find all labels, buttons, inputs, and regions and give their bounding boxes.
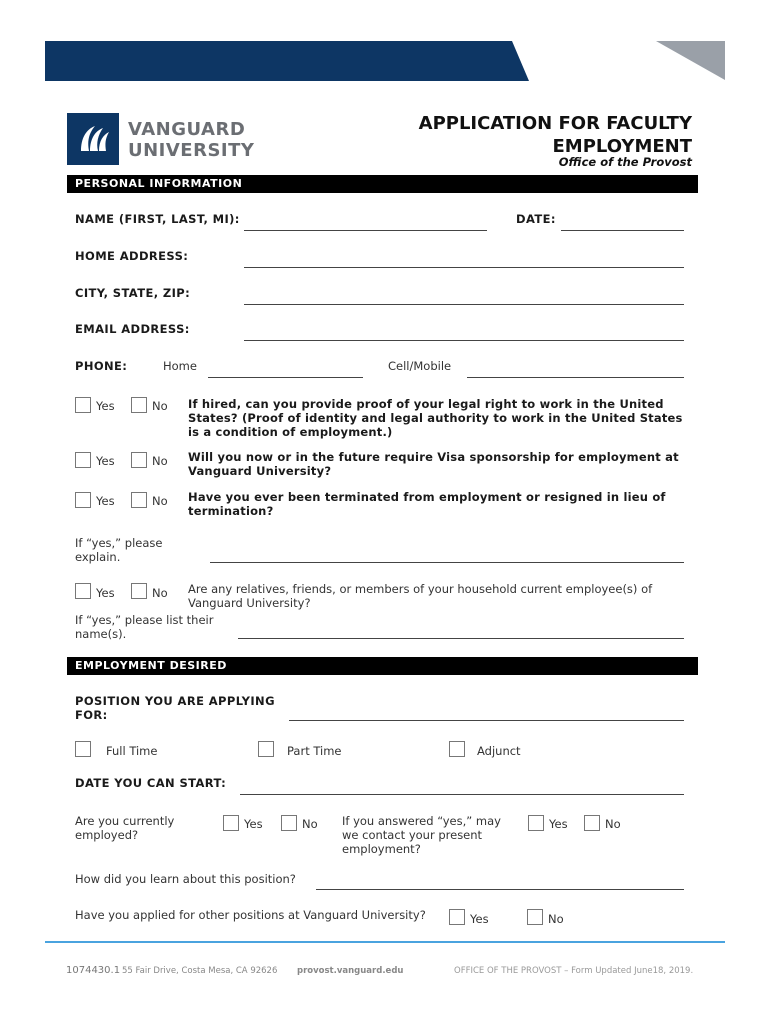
start-date-field[interactable] — [240, 794, 684, 795]
city-state-zip-field[interactable] — [244, 304, 684, 305]
vanguard-logo — [67, 113, 255, 166]
adjunct-label: Adjunct — [477, 744, 521, 758]
terminated-yes-label: Yes — [96, 494, 115, 508]
phone-label: PHONE: — [75, 359, 128, 373]
logo-wordmark-line1: VANGUARD — [128, 119, 246, 140]
contact-no-label: No — [605, 817, 621, 831]
email-address-field[interactable] — [244, 340, 684, 341]
learn-position-field[interactable] — [316, 889, 684, 890]
home-address-label: HOME ADDRESS: — [75, 249, 189, 263]
visa-no-checkbox[interactable] — [131, 452, 147, 468]
full-time-checkbox[interactable] — [75, 741, 91, 757]
footer-address: 55 Fair Drive, Costa Mesa, CA 92626 — [122, 966, 278, 976]
applied-no-label: No — [548, 912, 564, 926]
phone-home-field[interactable] — [208, 377, 363, 378]
applied-yes-label: Yes — [470, 912, 489, 926]
phone-home-label: Home — [163, 359, 197, 373]
footer-doc-id: 1074430.1 — [66, 965, 121, 976]
date-label: DATE: — [516, 212, 556, 226]
applied-yes-checkbox[interactable] — [449, 909, 465, 925]
vanguard-shield-icon — [67, 113, 119, 165]
relatives-yes-checkbox[interactable] — [75, 583, 91, 599]
relatives-yes-label: Yes — [96, 586, 115, 600]
phone-cell-label: Cell/Mobile — [388, 359, 452, 373]
contact-employer-label: If you answered “yes,” may we contact your present employment? — [342, 814, 501, 856]
employed-no-checkbox[interactable] — [281, 815, 297, 831]
banner-gray-shape — [656, 41, 725, 80]
section-personal-information: PERSONAL INFORMATION — [67, 175, 698, 193]
proof-yes-checkbox[interactable] — [75, 397, 91, 413]
adjunct-checkbox[interactable] — [449, 741, 465, 757]
terminated-yes-checkbox[interactable] — [75, 492, 91, 508]
contact-yes-checkbox[interactable] — [528, 815, 544, 831]
phone-cell-field[interactable] — [467, 377, 684, 378]
footer-website[interactable]: provost.vanguard.edu — [297, 966, 404, 976]
relatives-no-label: No — [152, 586, 168, 600]
proof-no-checkbox[interactable] — [131, 397, 147, 413]
page-title — [419, 112, 692, 158]
relatives-names-field[interactable] — [238, 638, 684, 639]
relatives-names-label: If “yes,” please list their name(s). — [75, 613, 214, 641]
page-subtitle: Office of the Provost — [558, 155, 692, 169]
email-address-label: EMAIL ADDRESS: — [75, 322, 190, 336]
visa-question: Will you now or in the future require Visa sponsorship for employment at Vanguard University? — [188, 450, 679, 478]
proof-yes-label: Yes — [96, 399, 115, 413]
visa-yes-checkbox[interactable] — [75, 452, 91, 468]
position-label: POSITION YOU ARE APPLYING FOR: — [75, 694, 275, 722]
banner-blue-shape — [45, 41, 529, 81]
name-label: NAME (FIRST, LAST, MI): — [75, 212, 240, 226]
start-date-label: DATE YOU CAN START: — [75, 776, 227, 790]
page-title-line2: EMPLOYMENT — [552, 136, 692, 157]
employed-no-label: No — [302, 817, 318, 831]
page-title-line1: APPLICATION FOR FACULTY — [418, 113, 692, 134]
visa-yes-label: Yes — [96, 454, 115, 468]
contact-no-checkbox[interactable] — [584, 815, 600, 831]
footer-rule — [45, 941, 725, 943]
explain-label: If “yes,” please explain. — [75, 536, 163, 564]
relatives-no-checkbox[interactable] — [131, 583, 147, 599]
logo-wordmark-line2: UNIVERSITY — [128, 140, 255, 161]
terminated-no-label: No — [152, 494, 168, 508]
position-field[interactable] — [289, 720, 684, 721]
part-time-checkbox[interactable] — [258, 741, 274, 757]
applied-no-checkbox[interactable] — [527, 909, 543, 925]
contact-yes-label: Yes — [549, 817, 568, 831]
city-state-zip-label: CITY, STATE, ZIP: — [75, 286, 191, 300]
footer-updated: OFFICE OF THE PROVOST – Form Updated June18, 2019. — [454, 966, 694, 976]
header-banner — [0, 0, 770, 90]
terminated-no-checkbox[interactable] — [131, 492, 147, 508]
full-time-label: Full Time — [106, 744, 158, 758]
employed-yes-checkbox[interactable] — [223, 815, 239, 831]
proof-question: If hired, can you provide proof of your legal right to work in the United States? (Proof of identity and legal authority to work in the United States is a condition of employment.) — [188, 397, 683, 439]
currently-employed-label: Are you currently employed? — [75, 814, 175, 842]
proof-no-label: No — [152, 399, 168, 413]
explain-field[interactable] — [210, 562, 684, 563]
date-field[interactable] — [561, 230, 684, 231]
part-time-label: Part Time — [287, 744, 342, 758]
name-field[interactable] — [244, 230, 487, 231]
section-employment-desired: EMPLOYMENT DESIRED — [67, 657, 698, 675]
terminated-question: Have you ever been terminated from employment or resigned in lieu of termination? — [188, 490, 666, 518]
learn-position-label: How did you learn about this position? — [75, 872, 296, 886]
visa-no-label: No — [152, 454, 168, 468]
applied-other-label: Have you applied for other positions at Vanguard University? — [75, 908, 426, 922]
relatives-question: Are any relatives, friends, or members of your household current employee(s) of Vanguard University? — [188, 582, 653, 610]
employed-yes-label: Yes — [244, 817, 263, 831]
home-address-field[interactable] — [244, 267, 684, 268]
